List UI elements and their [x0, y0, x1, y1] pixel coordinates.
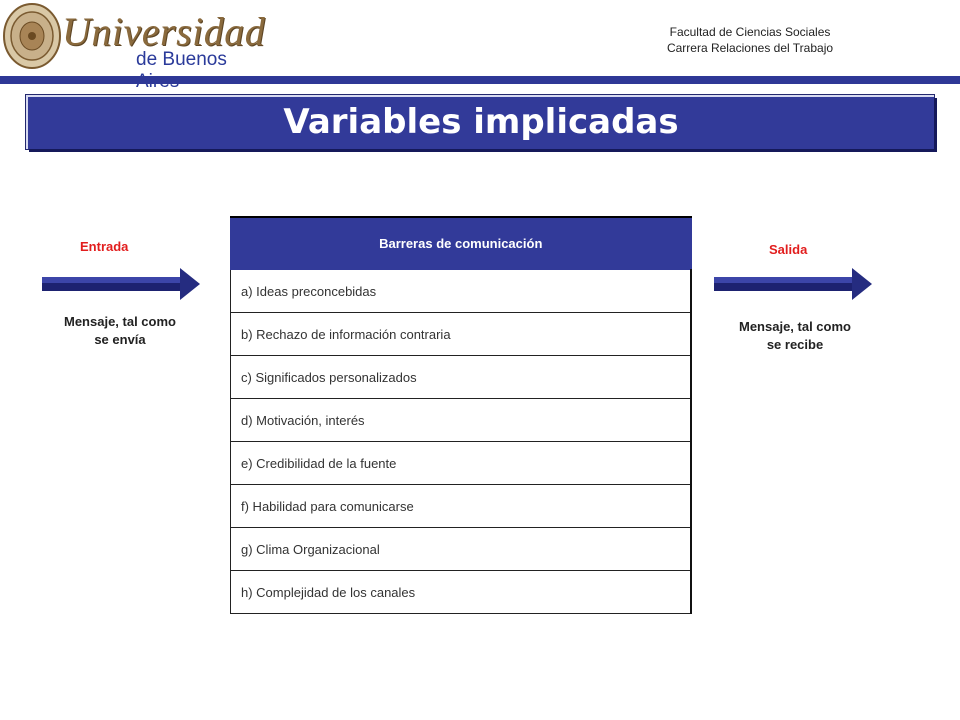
table-cell: g) Clima Organizacional	[231, 528, 692, 571]
barriers-table	[230, 216, 692, 614]
input-desc-line-1: Mensaje, tal como	[64, 314, 176, 329]
university-logo	[0, 0, 270, 78]
table-row	[231, 270, 692, 313]
table-cell: b) Rechazo de información contraria	[231, 313, 692, 356]
table-row	[231, 442, 692, 485]
title-banner	[26, 95, 934, 149]
table-cell: c) Significados personalizados	[231, 356, 692, 399]
input-arrow-icon	[40, 266, 200, 302]
table-header: Barreras de comunicación	[231, 217, 692, 270]
output-label: Salida	[769, 242, 808, 257]
input-description	[45, 313, 195, 349]
table-cell: h) Complejidad de los canales	[231, 571, 692, 614]
table-cell: f) Habilidad para comunicarse	[231, 485, 692, 528]
table-cell: a) Ideas preconcebidas	[231, 270, 692, 313]
logo-subtext: de Buenos	[136, 49, 227, 70]
output-desc-line-1: Mensaje, tal como	[739, 319, 851, 334]
table-row	[231, 356, 692, 399]
output-desc-line-2: se recibe	[766, 337, 824, 352]
table-row	[231, 313, 692, 356]
logo-wordmark: Universidad	[62, 9, 266, 54]
page-title: Variables implicadas	[283, 102, 679, 142]
table-header-row	[231, 217, 692, 270]
table-row	[231, 485, 692, 528]
career-name: Carrera Relaciones del Trabajo	[666, 41, 834, 55]
university-seal-icon	[2, 2, 62, 70]
output-arrow-icon	[712, 266, 872, 302]
table-row	[231, 528, 692, 571]
input-label: Entrada	[80, 239, 129, 254]
table-row	[231, 399, 692, 442]
output-description	[720, 318, 870, 354]
input-desc-line-2: se envía	[94, 332, 146, 347]
faculty-info	[630, 24, 870, 56]
table-row	[231, 571, 692, 614]
header-divider	[0, 76, 960, 84]
faculty-name: Facultad de Ciencias Sociales	[669, 25, 831, 39]
table-cell: d) Motivación, interés	[231, 399, 692, 442]
table-cell: e) Credibilidad de la fuente	[231, 442, 692, 485]
